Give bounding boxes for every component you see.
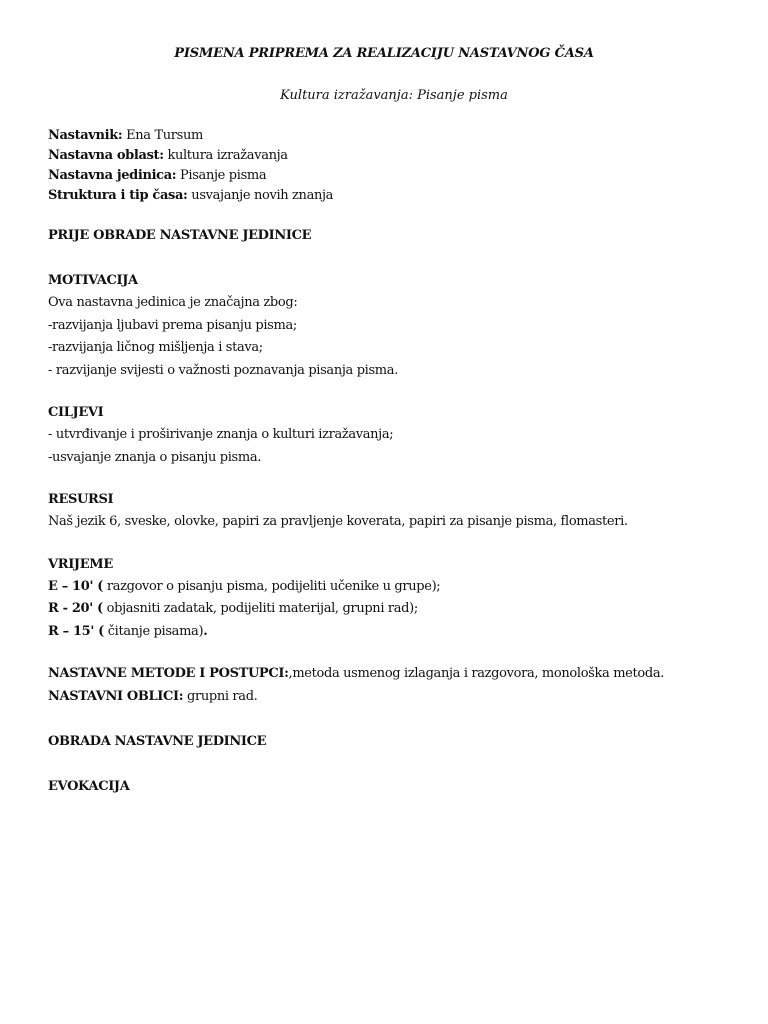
vrijeme-label: R - 20' ( bbox=[48, 601, 103, 616]
section-heading-prije: PRIJE OBRADE NASTAVNE JEDINICE bbox=[48, 228, 312, 243]
vrijeme-item bbox=[48, 577, 738, 600]
oblici-label: NASTAVNI OBLICI: bbox=[48, 688, 184, 704]
vrijeme-item bbox=[48, 622, 738, 645]
vrijeme-text: čitanje pisama) bbox=[103, 623, 204, 639]
metode-value: ,metoda usmenog izlaganja i razgovora, monološka metoda. bbox=[288, 666, 665, 681]
info-value: kultura izražavanja bbox=[163, 148, 288, 163]
ciljevi-line: -usvajanje znanja o pisanju pisma. bbox=[48, 449, 262, 465]
info-area bbox=[48, 146, 738, 166]
info-value: Pisanje pisma bbox=[176, 168, 267, 183]
info-value: usvajanje novih znanja bbox=[187, 188, 334, 203]
metode-line bbox=[48, 664, 738, 687]
document-subtitle: Kultura izražavanja: Pisanje pisma bbox=[280, 88, 508, 103]
section-heading-obrada: OBRADA NASTAVNE JEDINICE bbox=[48, 733, 267, 749]
info-structure bbox=[48, 186, 738, 206]
document-body bbox=[48, 126, 738, 797]
section-heading-motivacija: MOTIVACIJA bbox=[48, 273, 138, 288]
ciljevi-line: - utvrđivanje i proširivanje znanja o kulturi izražavanja; bbox=[48, 427, 394, 442]
info-unit bbox=[48, 166, 738, 186]
info-value: Ena Tursum bbox=[122, 128, 203, 143]
resursi-line: Naš jezik 6, sveske, olovke, papiri za pravljenje koverata, papiri za pisanje pisma, flomasteri. bbox=[48, 514, 628, 529]
section-heading-vrijeme: VRIJEME bbox=[48, 556, 113, 572]
document-title: PISMENA PRIPREMA ZA REALIZACIJU NASTAVNOG ČASA bbox=[174, 46, 594, 61]
vrijeme-text: razgovor o pisanju pisma, podijeliti učenike u grupe); bbox=[103, 578, 441, 594]
motivacija-line: -razvijanja ličnog mišljenja i stava; bbox=[48, 340, 263, 355]
motivacija-line: -razvijanja ljubavi prema pisanju pisma; bbox=[48, 317, 297, 333]
info-label: Nastavnik: bbox=[48, 128, 123, 143]
oblici-line bbox=[48, 687, 738, 707]
info-label: Struktura i tip časa: bbox=[48, 188, 188, 203]
oblici-value: grupni rad. bbox=[183, 688, 258, 704]
section-heading-ciljevi: CILJEVI bbox=[48, 405, 104, 420]
info-label: Nastavna oblast: bbox=[48, 148, 164, 163]
vrijeme-text: objasniti zadatak, podijeliti materijal, grupni rad); bbox=[102, 601, 418, 616]
vrijeme-label: E – 10' ( bbox=[48, 578, 104, 594]
vrijeme-tail: . bbox=[203, 623, 208, 639]
vrijeme-item bbox=[48, 599, 738, 622]
motivacija-line: - razvijanje svijesti o važnosti poznavanja pisanja pisma. bbox=[48, 362, 398, 378]
motivacija-line: Ova nastavna jedinica je značajna zbog: bbox=[48, 295, 298, 310]
metode-label: NASTAVNE METODE I POSTUPCI: bbox=[48, 666, 289, 681]
info-label: Nastavna jedinica: bbox=[48, 168, 177, 183]
vrijeme-label: R – 15' ( bbox=[48, 623, 104, 639]
info-teacher bbox=[48, 126, 738, 146]
section-heading-evokacija: EVOKACIJA bbox=[48, 778, 130, 794]
section-heading-resursi: RESURSI bbox=[48, 492, 114, 507]
